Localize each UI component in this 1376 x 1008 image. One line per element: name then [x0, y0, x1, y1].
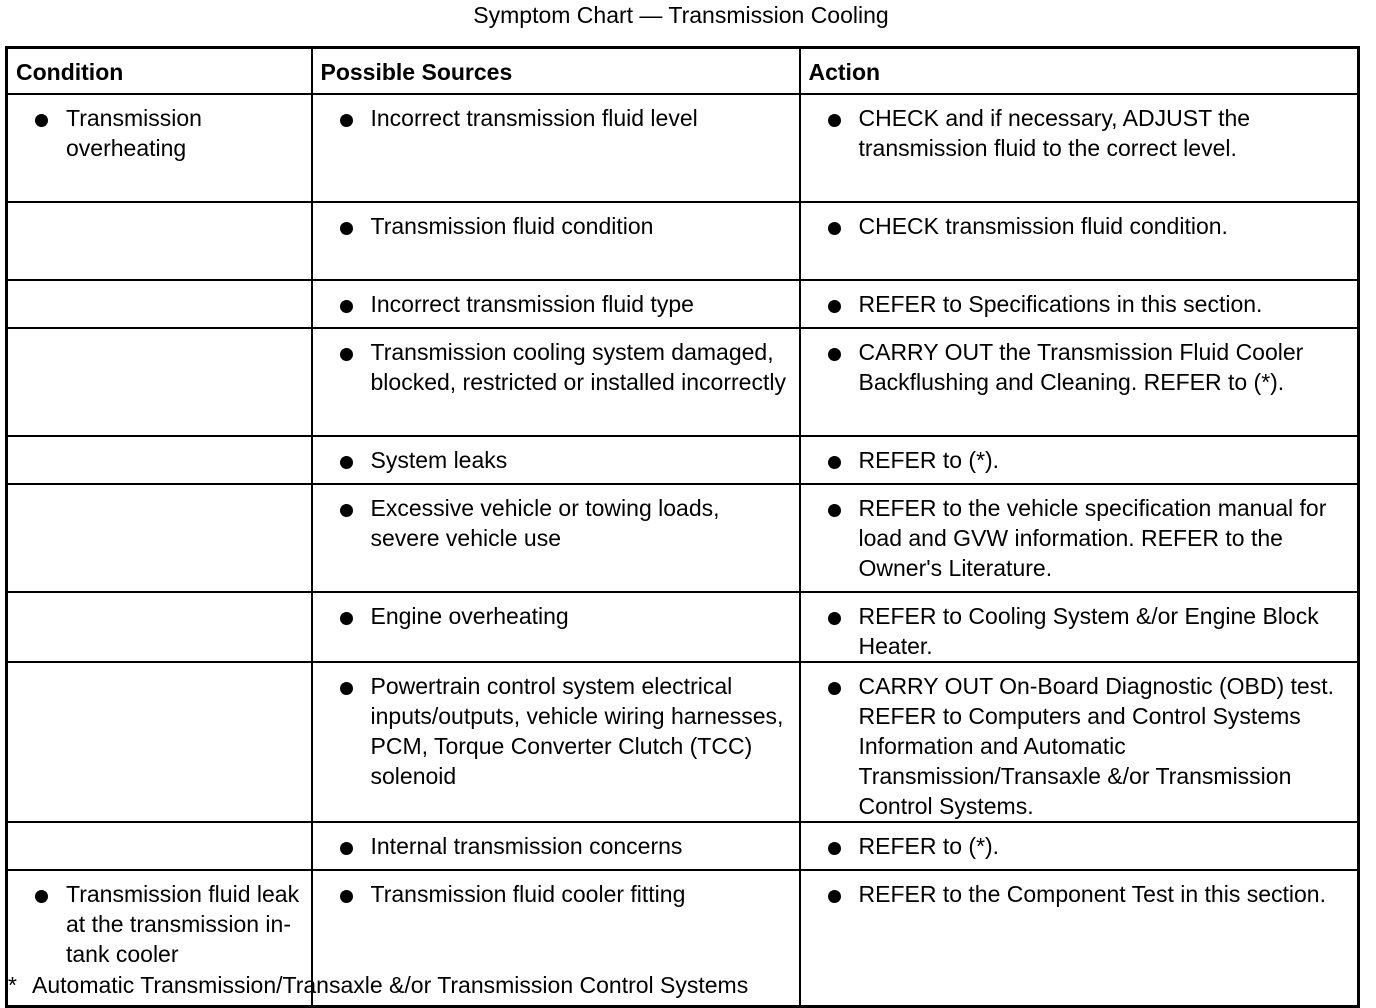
condition-cell — [7, 822, 312, 870]
source-cell — [312, 822, 800, 870]
bullet-icon — [828, 682, 841, 695]
table-row — [7, 436, 1359, 484]
footnote-marker: * — [8, 972, 17, 998]
bullet-icon — [340, 348, 353, 361]
bullet-icon — [340, 682, 353, 695]
source-cell — [312, 280, 800, 328]
source-cell — [312, 484, 800, 592]
action-text: REFER to the Component Test in this section. — [858, 880, 1326, 907]
source-cell — [312, 662, 800, 822]
bullet-icon — [828, 114, 841, 127]
action-text: CARRY OUT the Transmission Fluid Cooler Backflushing and Cleaning. REFER to (*). — [858, 338, 1304, 395]
condition-cell — [7, 592, 312, 662]
source-text: Powertrain control system electrical inputs/outputs, vehicle wiring harnesses, PCM, Torque Converter Clutch (TCC) solenoid — [370, 672, 784, 789]
action-cell — [800, 822, 1359, 870]
footnote-text: Automatic Transmission/Transaxle &/or Transmission Control Systems — [32, 972, 749, 998]
bullet-icon — [828, 504, 841, 517]
source-cell — [312, 592, 800, 662]
action-text: REFER to (*). — [858, 446, 1000, 473]
action-cell — [800, 484, 1359, 592]
bullet-icon — [340, 114, 353, 127]
bullet-icon — [828, 842, 841, 855]
source-text: Transmission cooling system damaged, blocked, restricted or installed incorrectly — [370, 338, 786, 395]
action-cell — [800, 870, 1359, 1007]
table-row — [7, 484, 1359, 592]
action-cell — [800, 662, 1359, 822]
source-text: System leaks — [370, 446, 508, 473]
source-text: Excessive vehicle or towing loads, severe vehicle use — [370, 494, 720, 551]
action-cell — [800, 280, 1359, 328]
action-cell — [800, 436, 1359, 484]
table-row — [7, 94, 1359, 202]
condition-cell — [7, 94, 312, 202]
symptom-chart-table — [5, 46, 1360, 1008]
header-possible-sources: Possible Sources — [312, 48, 800, 94]
table-row — [7, 202, 1359, 280]
table-row — [7, 328, 1359, 436]
condition-text: Transmission overheating — [66, 104, 202, 161]
condition-cell — [7, 328, 312, 436]
action-cell — [800, 328, 1359, 436]
action-cell — [800, 592, 1359, 662]
header-action: Action — [800, 48, 1359, 94]
bullet-icon — [828, 222, 841, 235]
table-row — [7, 662, 1359, 822]
bullet-icon — [828, 612, 841, 625]
page-title: Symptom Chart — Transmission Cooling — [473, 2, 889, 28]
header-condition: Condition — [7, 48, 312, 94]
source-cell — [312, 436, 800, 484]
action-text: CHECK and if necessary, ADJUST the transmission fluid to the correct level. — [858, 104, 1251, 161]
footnote — [8, 970, 748, 1000]
source-text: Transmission fluid cooler fitting — [370, 880, 686, 907]
table-body — [7, 94, 1359, 1007]
action-text: REFER to the vehicle specification manual for load and GVW information. REFER to the Owner's Literature. — [858, 494, 1327, 581]
bullet-icon — [828, 456, 841, 469]
action-cell — [800, 94, 1359, 202]
action-text: REFER to Cooling System &/or Engine Block Heater. — [858, 602, 1319, 659]
bullet-icon — [35, 890, 48, 903]
source-text: Engine overheating — [370, 602, 569, 629]
action-text: REFER to (*). — [858, 832, 1000, 859]
bullet-icon — [35, 114, 48, 127]
condition-cell — [7, 484, 312, 592]
source-cell — [312, 328, 800, 436]
source-text: Transmission fluid condition — [370, 212, 654, 239]
bullet-icon — [340, 222, 353, 235]
bullet-icon — [828, 300, 841, 313]
source-text: Incorrect transmission fluid type — [370, 290, 694, 317]
bullet-icon — [340, 300, 353, 313]
action-text: CARRY OUT On-Board Diagnostic (OBD) test. REFER to Computers and Control Systems Information and Automatic Transmission/Transaxle &/or Transmission Control Systems. — [858, 672, 1334, 819]
table-row — [7, 280, 1359, 328]
condition-cell — [7, 202, 312, 280]
bullet-icon — [340, 456, 353, 469]
bullet-icon — [340, 504, 353, 517]
source-cell — [312, 202, 800, 280]
bullet-icon — [340, 612, 353, 625]
source-cell — [312, 94, 800, 202]
bullet-icon — [340, 842, 353, 855]
condition-cell — [7, 436, 312, 484]
source-text: Internal transmission concerns — [370, 832, 683, 859]
action-text: CHECK transmission fluid condition. — [858, 212, 1228, 239]
bullet-icon — [828, 890, 841, 903]
condition-text: Transmission fluid leak at the transmission in-tank cooler — [66, 880, 300, 967]
action-cell — [800, 202, 1359, 280]
bullet-icon — [340, 890, 353, 903]
table-row — [7, 822, 1359, 870]
source-text: Incorrect transmission fluid level — [370, 104, 698, 131]
condition-cell — [7, 280, 312, 328]
table-row — [7, 592, 1359, 662]
bullet-icon — [828, 348, 841, 361]
action-text: REFER to Specifications in this section. — [858, 290, 1263, 317]
condition-cell — [7, 662, 312, 822]
table-header-row — [7, 48, 1359, 94]
